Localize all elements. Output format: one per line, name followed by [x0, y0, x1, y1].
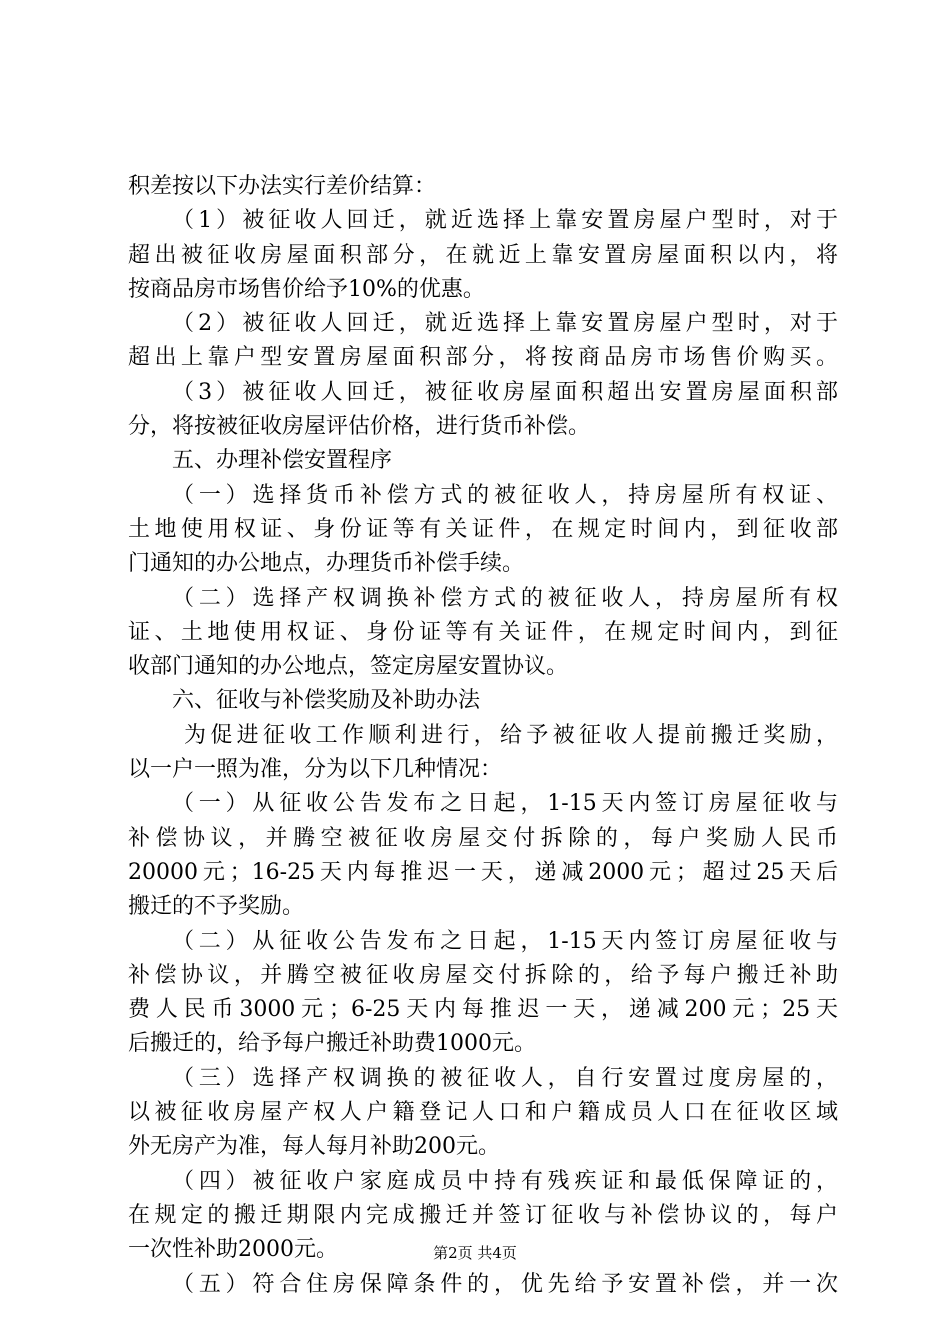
text-line: 一次性补助2000元。: [128, 1237, 338, 1263]
text-line: 土地使用权证、身份证等有关证件，在规定时间内，到征收部: [128, 516, 838, 542]
text-line: 20000元；16-25天内每推迟一天，递减2000元；超过25天后: [128, 859, 838, 885]
page-footer: 第2页 共4页: [433, 1244, 517, 1262]
text-line: 证、土地使用权证、身份证等有关证件，在规定时间内，到征: [128, 619, 838, 645]
document-body: [128, 170, 838, 1302]
text-line: 外无房产为准，每人每月补助200元。: [128, 1134, 500, 1160]
text-line: （2）被征收人回迁，就近选择上靠安置房屋户型时，对于: [172, 311, 838, 337]
text-line: （三）选择产权调换的被征收人，自行安置过度房屋的，: [172, 1065, 838, 1091]
text-line: 超出被征收房屋面积部分，在就近上靠安置房屋面积以内，将: [128, 242, 838, 268]
text-line: 在规定的搬迁期限内完成搬迁并签订征收与补偿协议的，每户: [128, 1202, 838, 1228]
text-line: 分，将按被征收房屋评估价格，进行货币补偿。: [128, 414, 591, 440]
section-heading: 六、征收与补偿奖励及补助办法: [172, 688, 481, 714]
text-line: 补偿协议，并腾空被征收房屋交付拆除的，每户奖励人民币: [128, 825, 838, 851]
section-heading: 五、办理补偿安置程序: [172, 448, 393, 474]
text-line: （一）选择货币补偿方式的被征收人，持房屋所有权证、: [172, 482, 838, 508]
text-line: （二）选择产权调换补偿方式的被征收人，持房屋所有权: [172, 585, 838, 611]
text-line: 为促进征收工作顺利进行，给予被征收人提前搬迁奖励，: [184, 722, 838, 748]
text-line: 后搬迁的，给予每户搬迁补助费1000元。: [128, 1031, 536, 1057]
text-line: 以被征收房屋产权人户籍登记人口和户籍成员人口在征收区域: [128, 1100, 838, 1126]
text-line: 门通知的办公地点，办理货币补偿手续。: [128, 551, 525, 577]
text-line: 补偿协议，并腾空被征收房屋交付拆除的，给予每户搬迁补助: [128, 962, 838, 988]
text-line: 费人民币3000元；6-25天内每推迟一天，递减200元；25天: [128, 997, 838, 1023]
text-line: （二）从征收公告发布之日起，1-15天内签订房屋征收与: [172, 928, 838, 954]
text-line: （一）从征收公告发布之日起，1-15天内签订房屋征收与: [172, 791, 838, 817]
text-line: （1）被征收人回迁，就近选择上靠安置房屋户型时，对于: [172, 208, 838, 234]
text-line: 以一户一照为准，分为以下几种情况：: [128, 757, 503, 783]
text-line: （五）符合住房保障条件的，优先给予安置补偿，并一次: [172, 1271, 838, 1297]
text-line: 超出上靠户型安置房屋面积部分，将按商品房市场售价购买。: [128, 345, 838, 371]
text-line: （3）被征收人回迁，被征收房屋面积超出安置房屋面积部: [172, 379, 838, 405]
text-line: 按商品房市场售价给予10%的优惠。: [128, 276, 485, 302]
text-line: 积差按以下办法实行差价结算：: [128, 174, 437, 199]
text-line: 收部门通知的办公地点，签定房屋安置协议。: [128, 654, 569, 680]
text-line: 搬迁的不予奖励。: [128, 894, 305, 920]
text-line: （四）被征收户家庭成员中持有残疾证和最低保障证的，: [172, 1168, 838, 1194]
